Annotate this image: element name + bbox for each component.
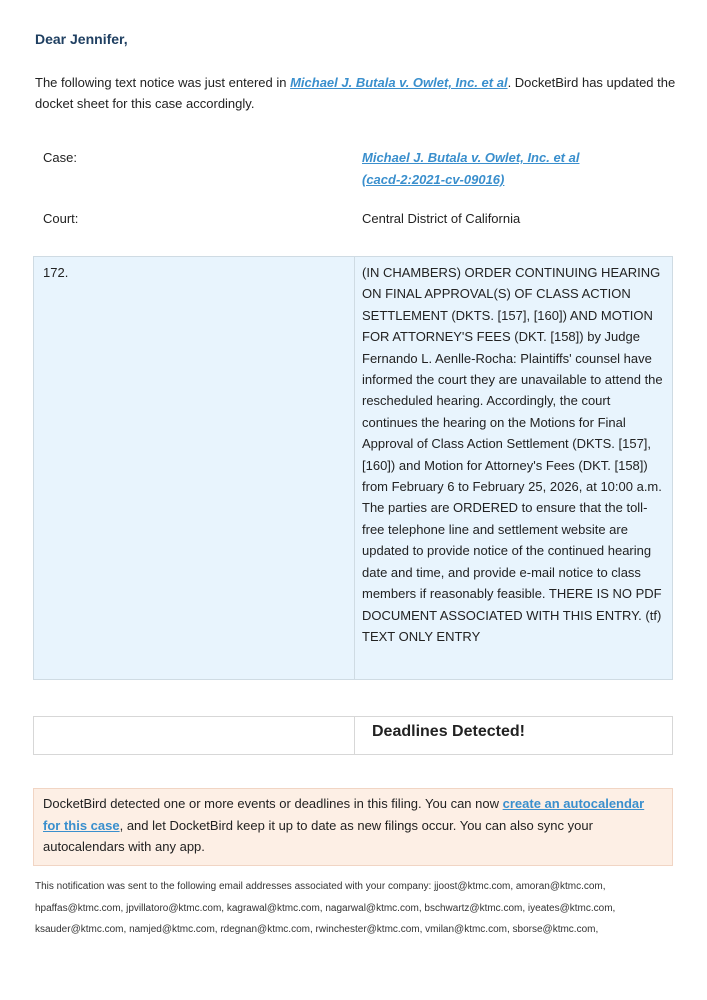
notice-before: DocketBird detected one or more events or deadlines in this filing. You can now bbox=[43, 796, 503, 811]
notification-footer: This notification was sent to the following email addresses associated with your company: jjoost@ktmc.com, amoran@ktmc.com, hpaffas@ktmc.com, jpvillatoro@ktmc.com, kagrawal@ktmc.com, nagarwal@ktmc.com, bschwartz@ktmc.com, iyeates@ktmc.com, ksauder@ktmc.com, namjed@ktmc.com, rdegnan@ktmc.com, rwinchester@ktmc.com, vmilan@ktmc.com, sborse@ktmc.com, bbox=[35, 881, 616, 935]
case-number-link[interactable]: (cacd-2:2021-cv-09016) bbox=[362, 172, 505, 187]
entry-divider bbox=[354, 257, 355, 679]
deadlines-title: Deadlines Detected! bbox=[372, 723, 525, 740]
docket-entry bbox=[33, 256, 673, 680]
intro-before: The following text notice was just entered in bbox=[35, 75, 291, 90]
greeting: Dear Jennifer, bbox=[35, 31, 128, 47]
intro-after: . DocketBird has updated the docket sheet for this case accordingly. bbox=[35, 75, 676, 111]
entry-text: (IN CHAMBERS) ORDER CONTINUING HEARING ON FINAL APPROVAL(S) OF CLASS ACTION SETTLEMENT (DKTS. [157], [160]) AND MOTION FOR ATTORNEY'S FEES (DKT. [158]) by Judge Fernando L. Aenlle-Rocha: Plaintiffs' counsel have informed the court they are unavailable to attend the rescheduled hearing. Accordingly, the court continues the hearing on the Motions for Final Approval of Class Action Settlement (DKTS. [157], [160]) and Motion for Attorney's Fees (DKT. [158]) from February 6 to February 25, 2026, at 10:00 a.m. The parties are ORDERED to ensure that the toll-free telephone line and settlement website are updated to provide notice of the continued hearing date and time, and provide e-mail notice to class members if reasonably feasible. THERE IS NO PDF DOCUMENT ASSOCIATED WITH THIS ENTRY. (tf) TEXT ONLY ENTRY bbox=[362, 265, 663, 644]
intro-paragraph bbox=[35, 72, 680, 114]
case-name-link[interactable]: Michael J. Butala v. Owlet, Inc. et al bbox=[362, 150, 580, 165]
intro-case-link[interactable]: Michael J. Butala v. Owlet, Inc. et al bbox=[290, 75, 508, 90]
autocalendar-notice bbox=[33, 788, 673, 866]
deadline-divider bbox=[354, 717, 355, 754]
deadlines-panel bbox=[33, 716, 673, 755]
case-label: Case: bbox=[43, 150, 77, 165]
create-autocalendar-link[interactable]: create an autocalendar for this case bbox=[43, 796, 645, 833]
notice-after: , and let DocketBird keep it up to date as new filings occur. You can also sync your autocalendars with any app. bbox=[43, 817, 593, 854]
court-value: Central District of California bbox=[362, 211, 521, 226]
court-label: Court: bbox=[43, 211, 79, 226]
entry-number: 172. bbox=[43, 265, 69, 280]
